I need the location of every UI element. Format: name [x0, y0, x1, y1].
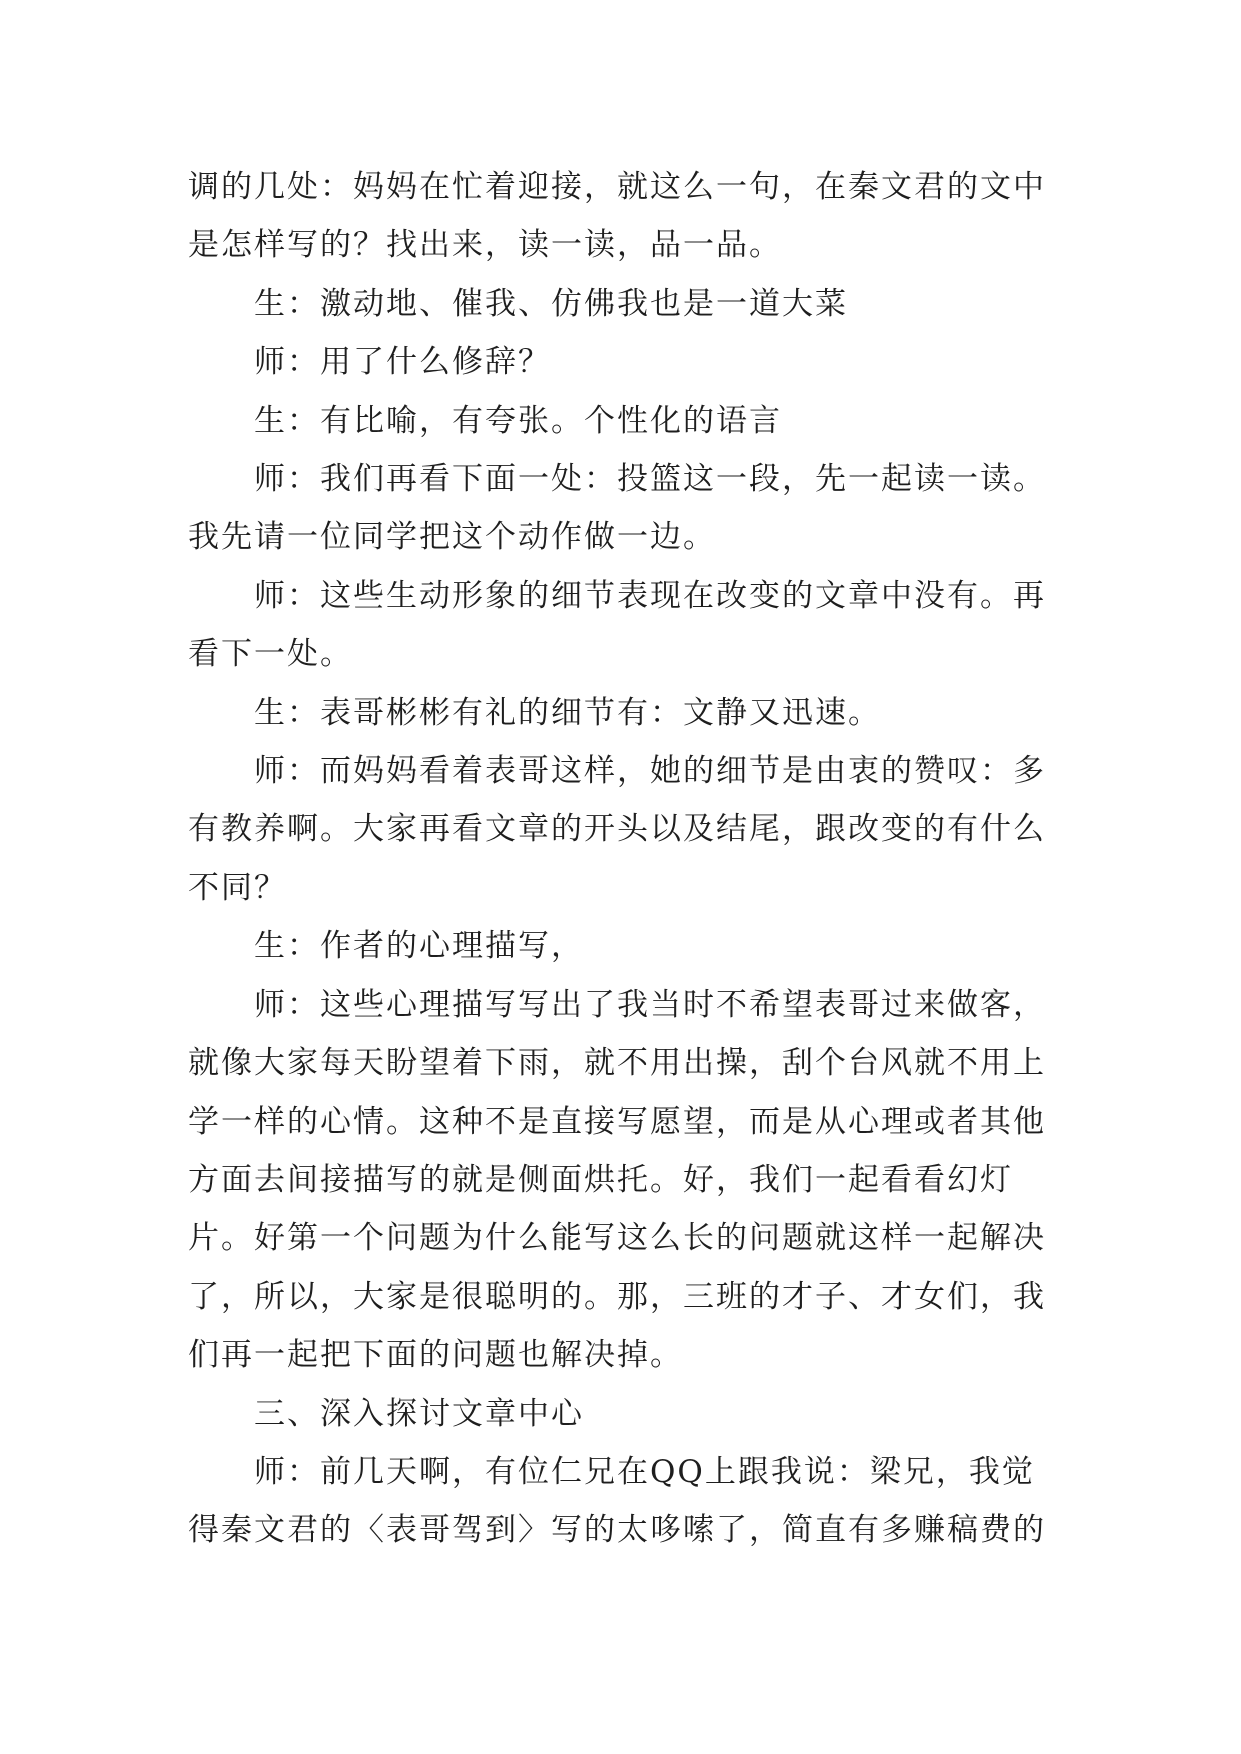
paragraph-teacher-remark: 师：这些生动形象的细节表现在改变的文章中没有。再看下一处。 [188, 577, 1046, 673]
document-body [188, 158, 1066, 1560]
section-heading: 三、深入探讨文章中心 [254, 1395, 584, 1432]
paragraph-teacher-remark: 师：我们再看下面一处：投篮这一段，先一起读一读。我先请一位同学把这个动作做一边。 [188, 461, 1046, 556]
paragraph-student-answer: 生：激动地、催我、仿佛我也是一道大菜 [254, 285, 848, 322]
paragraph-continuation: 调的几处：妈妈在忙着迎接，就这么一句，在秦文君的文中是怎样写的？找出来，读一读，品一品。 [188, 169, 1046, 264]
paragraph-teacher-remark: 师：而妈妈看着表哥这样，她的细节是由衷的赞叹：多有教养啊。大家再看文章的开头以及结尾，跟改变的有什么不同？ [188, 753, 1046, 906]
paragraph-student-answer: 生：作者的心理描写， [254, 928, 584, 965]
paragraph-student-answer: 生：表哥彬彬有礼的细节有：文静又迅速。 [254, 694, 881, 731]
paragraph-teacher-question: 师：用了什么修辞？ [254, 344, 551, 381]
paragraph-student-answer: 生：有比喻，有夸张。个性化的语言 [254, 402, 782, 439]
paragraph-teacher-remark: 师：这些心理描写写出了我当时不希望表哥过来做客，就像大家每天盼望着下雨，就不用出操，刮个台风就不用上学一样的心情。这种不是直接写愿望，而是从心理或者其他方面去间接描写的就是侧面烘托。好，我们一起看看幻灯片。好第一个问题为什么能写这么长的问题就这样一起解决了，所以，大家是很聪明的。那，三班的才子、才女们，我们再一起把下面的问题也解决掉。 [188, 986, 1046, 1374]
paragraph-teacher-remark: 师：前几天啊，有位仁兄在QQ上跟我说：梁兄，我觉得秦文君的〈表哥驾到〉写的太哆嗦了，简直有多赚稿费的 [188, 1453, 1046, 1549]
